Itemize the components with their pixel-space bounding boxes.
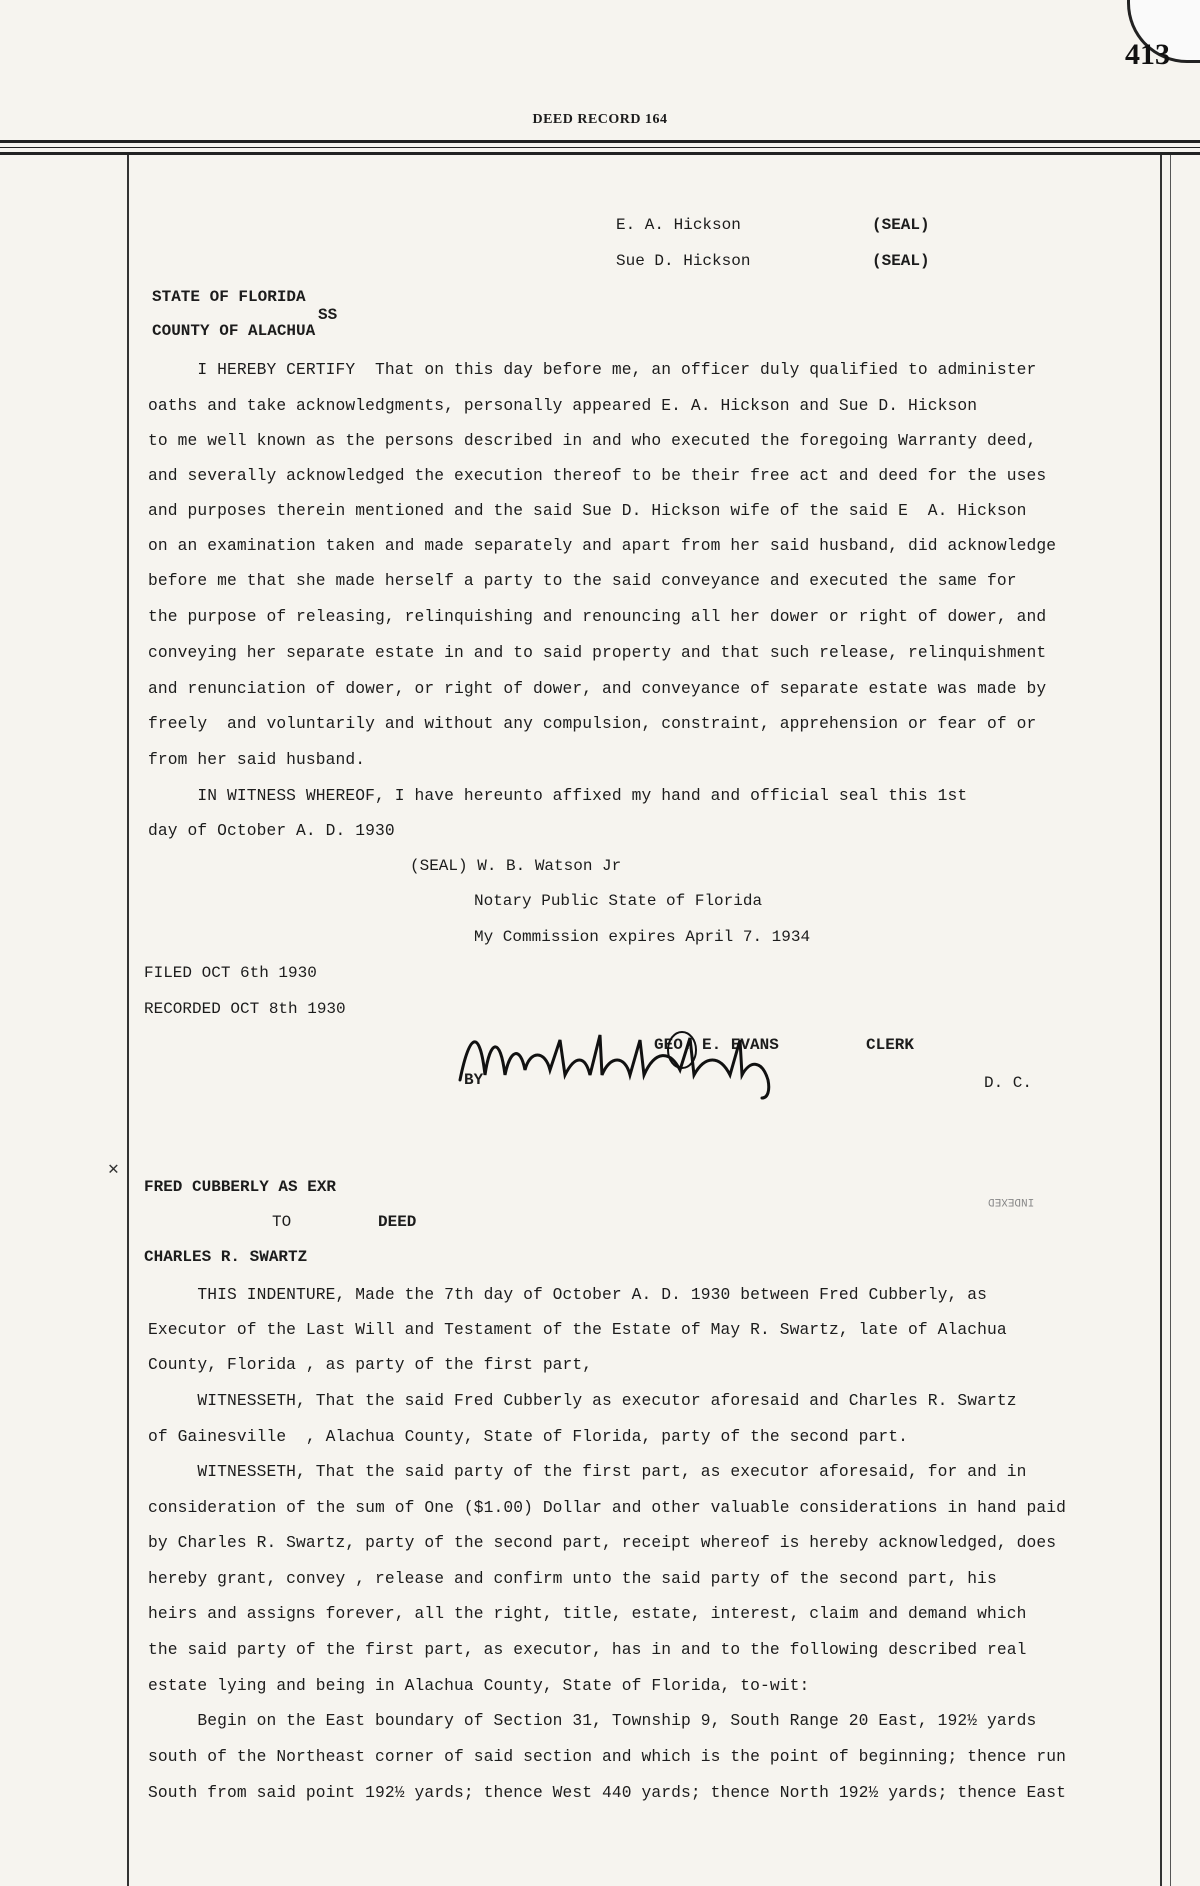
header-rule: [0, 147, 1200, 148]
notary-commission: My Commission expires April 7. 1934: [474, 928, 811, 946]
certificate-line: the purpose of releasing, relinquishing and renouncing all her dower or right of dower, and: [148, 607, 1047, 626]
deed-type: DEED: [378, 1213, 417, 1231]
notary-title: Notary Public State of Florida: [474, 892, 763, 910]
certificate-line: freely and voluntarily and without any compulsion, constraint, apprehension or fear of or: [148, 714, 1037, 733]
signature-seal: (SEAL): [872, 216, 930, 234]
indenture-line: Begin on the East boundary of Section 31, Township 9, South Range 20 East, 192½ yards: [148, 1711, 1037, 1730]
indenture-line: by Charles R. Swartz, party of the second part, receipt whereof is hereby acknowledged, does: [148, 1533, 1057, 1552]
handwritten-signature-icon: [450, 1020, 830, 1100]
indenture-line: hereby grant, convey , release and confirm unto the said party of the second part, his: [148, 1569, 997, 1588]
signature-seal: (SEAL): [872, 252, 930, 270]
notary-name: (SEAL) W. B. Watson Jr: [410, 857, 622, 875]
indenture-line: County, Florida , as party of the first part,: [148, 1355, 593, 1374]
signature-name: E. A. Hickson: [616, 216, 741, 234]
venue-state: STATE OF FLORIDA: [152, 288, 306, 306]
header-rule: [0, 140, 1200, 143]
certificate-line: oaths and take acknowledgments, personally appeared E. A. Hickson and Sue D. Hickson: [148, 396, 978, 415]
clerk-title: CLERK: [866, 1036, 915, 1054]
recorded-date: RECORDED OCT 8th 1930: [144, 1000, 346, 1018]
certificate-line: on an examination taken and made separately and apart from her said husband, did acknowledge: [148, 536, 1057, 555]
indenture-line: THIS INDENTURE, Made the 7th day of October A. D. 1930 between Fred Cubberly, as: [148, 1285, 987, 1304]
grantor: FRED CUBBERLY AS EXR: [144, 1178, 337, 1196]
by-label: BY: [464, 1071, 484, 1089]
certificate-line: and severally acknowledged the execution thereof to be their free act and deed for the uses: [148, 466, 1047, 485]
clerk-name: GEO. E. EVANS: [654, 1036, 779, 1054]
certificate-line: from her said husband.: [148, 750, 366, 769]
certificate-line: day of October A. D. 1930: [148, 821, 395, 840]
indenture-line: WITNESSETH, That the said party of the first part, as executor aforesaid, for and in: [148, 1462, 1027, 1481]
record-title: DEED RECORD 164: [532, 112, 668, 127]
indenture-line: the said party of the first part, as executor, has in and to the following described real: [148, 1640, 1027, 1659]
header-rule: [0, 152, 1200, 155]
certificate-line: to me well known as the persons described in and who executed the foregoing Warranty deed,: [148, 431, 1037, 450]
indenture-line: consideration of the sum of One ($1.00) Dollar and other valuable considerations in hand paid: [148, 1498, 1066, 1517]
to-label: TO: [272, 1213, 292, 1231]
indenture-line: heirs and assigns forever, all the right, title, estate, interest, claim and demand which: [148, 1604, 1027, 1623]
certificate-line: conveying her separate estate in and to said property and that such release, relinquishment: [148, 643, 1047, 662]
indenture-line: WITNESSETH, That the said Fred Cubberly as executor aforesaid and Charles R. Swartz: [148, 1391, 1017, 1410]
indenture-line: south of the Northeast corner of said section and which is the point of beginning; thence run: [148, 1747, 1066, 1766]
venue-county: COUNTY OF ALACHUA: [152, 322, 316, 340]
left-margin-line: [127, 155, 129, 1886]
certificate-line: IN WITNESS WHEREOF, I have hereunto affixed my hand and official seal this 1st: [148, 786, 968, 805]
indexed-stamp: INDEXED: [988, 1195, 1035, 1207]
certificate-line: and purposes therein mentioned and the said Sue D. Hickson wife of the said E A. Hickson: [148, 501, 1027, 520]
deputy-clerk-label: D. C.: [984, 1074, 1033, 1092]
indenture-line: South from said point 192½ yards; thence West 440 yards; thence North 192½ yards; thence East: [148, 1783, 1066, 1802]
indenture-line: of Gainesville , Alachua County, State of Florida, party of the second part.: [148, 1427, 909, 1446]
signature-name: Sue D. Hickson: [616, 252, 751, 270]
indenture-line: estate lying and being in Alachua County, State of Florida, to-wit:: [148, 1676, 810, 1695]
certificate-line: before me that she made herself a party to the said conveyance and executed the same for: [148, 571, 1017, 590]
right-margin-line: [1160, 155, 1162, 1886]
margin-check-mark-icon: ✕: [108, 1160, 119, 1180]
grantee: CHARLES R. SWARTZ: [144, 1248, 308, 1266]
venue-ss: SS: [318, 306, 338, 324]
certificate-line: I HEREBY CERTIFY That on this day before me, an officer duly qualified to administer: [148, 360, 1037, 379]
right-margin-line: [1170, 155, 1171, 1886]
filed-date: FILED OCT 6th 1930: [144, 964, 317, 982]
indenture-line: Executor of the Last Will and Testament of the Estate of May R. Swartz, late of Alachua: [148, 1320, 1007, 1339]
page-number: 413: [1125, 38, 1170, 71]
certificate-line: and renunciation of dower, or right of dower, and conveyance of separate estate was made by: [148, 679, 1047, 698]
